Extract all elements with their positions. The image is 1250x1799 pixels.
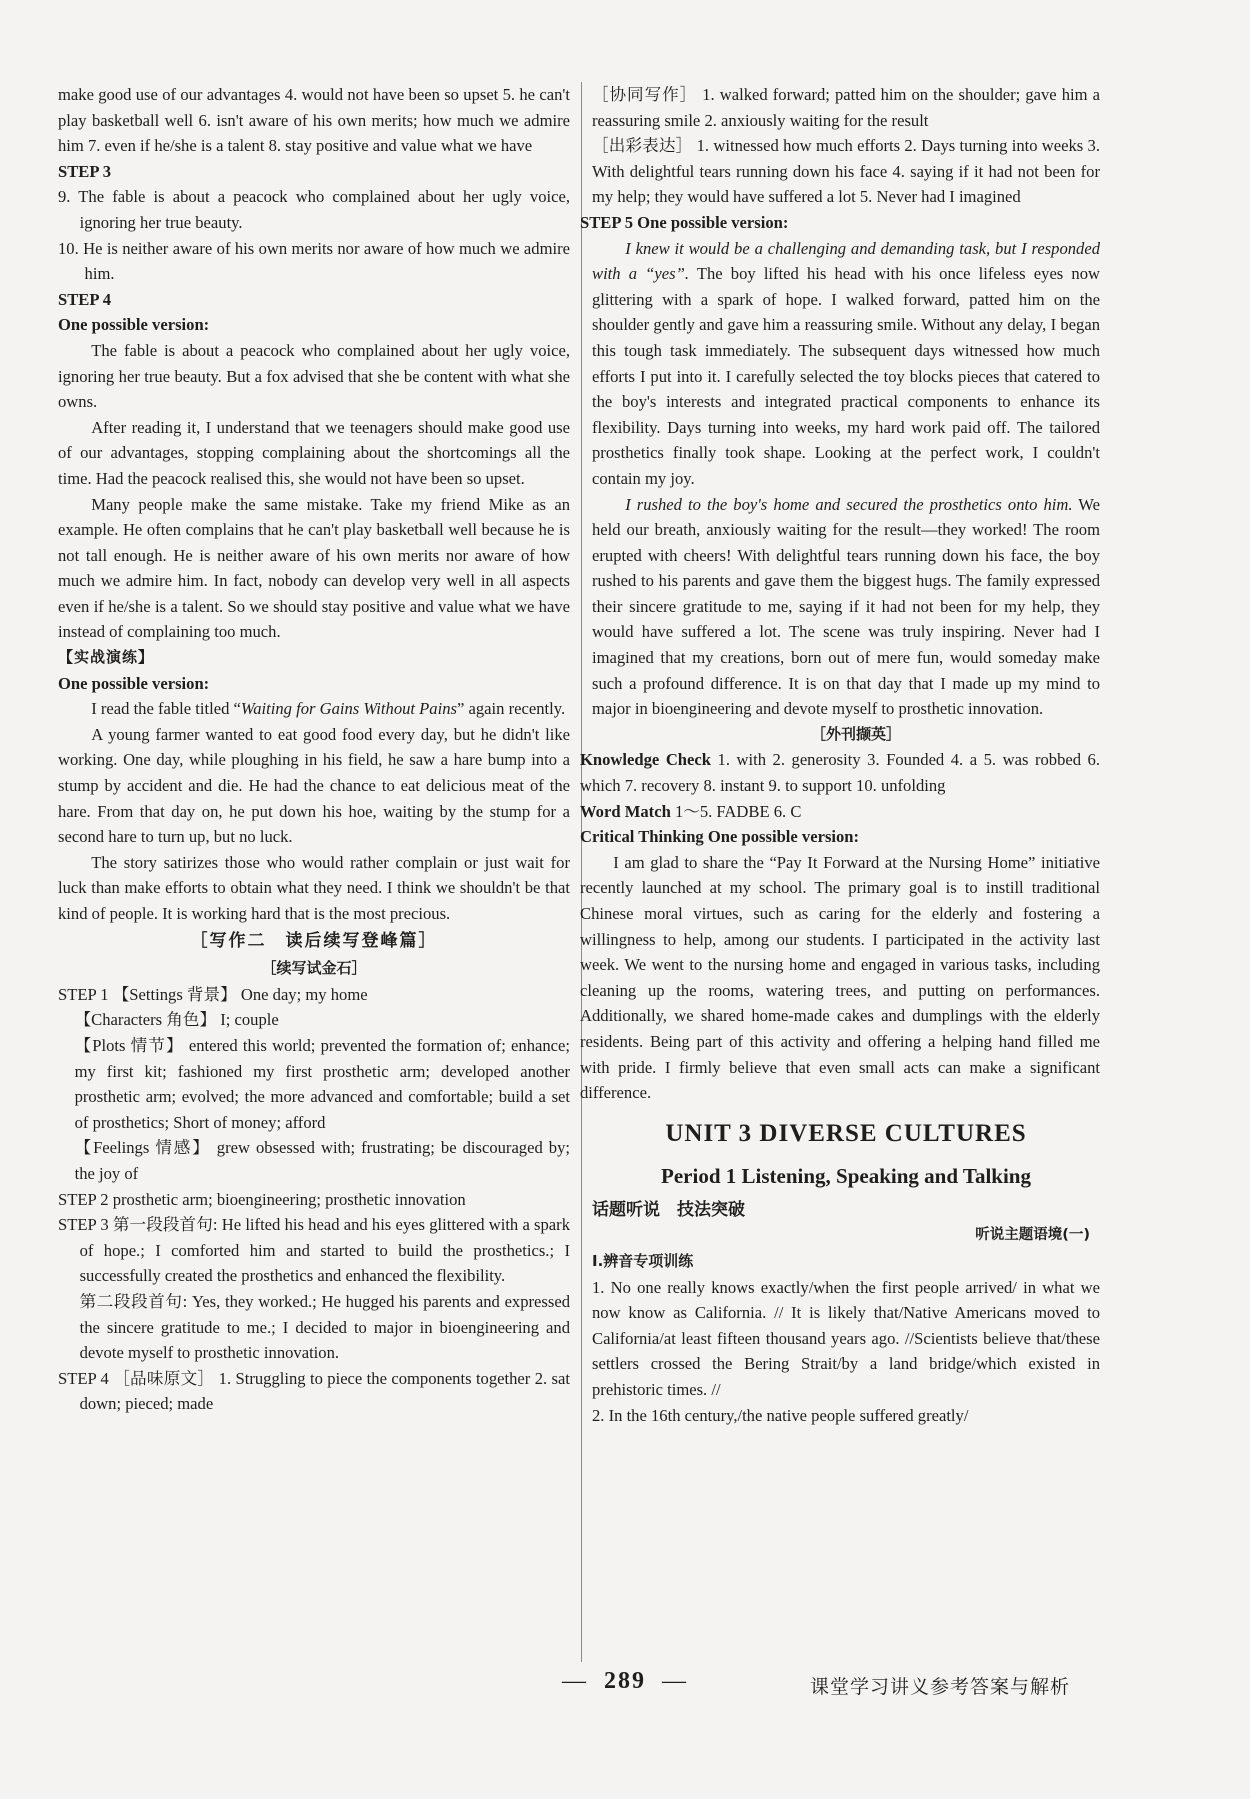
story-paragraph-2: I rushed to the boy's home and secured the prosthetics onto him. We held our breath, anxiously waiting for the result—they worked! The room erupted with cheers! With delightful tears running down his face, the boy rushed to his parents and gave them the biggest hugs. The family expressed their sincere gratitude to me, saying if it had not been for my help, they would have suffered a lot. The scene was truly inspiring. Never had I imagined that my creations, born out of mere fun, would someday make such a profound difference. It is on that day that I made up my mind to major in bioengineering and devote myself to prosthetic innovation.	[592, 494, 1100, 719]
step3-first-sentences-1: STEP 3 第一段段首句: He lifted his head and his eyes glittered with a spark of hope.; I comforted him and started to build the prosthetics.; I successfully created the prosthetics and enhanced the flexibility.	[58, 1215, 570, 1286]
step2-keywords: STEP 2 prosthetic arm; bioengineering; prosthetic innovation	[58, 1189, 466, 1209]
fable-paragraph-2: A young farmer wanted to eat good food every day, but he didn't like working. One day, while ploughing in his field, he saw a hare bump into a stump by accident and die. He had the chance to eat delicious meat of the hare. From that day on, he put down his hoe, waiting by the stump for a second hare to turn up, but no luck.	[58, 724, 570, 847]
practice-heading: 【实战演练】	[58, 648, 155, 667]
step4-heading: STEP 4	[58, 289, 112, 309]
step1-settings: STEP 1 【Settings 背景】 One day; my home	[58, 984, 368, 1004]
story-opening-sentence-2: I rushed to the boy's home and secured the prosthetics onto him.	[625, 494, 1073, 514]
right-column	[580, 82, 1101, 1428]
collaborative-writing: ［协同写作］ 1. walked forward; patted him on the shoulder; gave him a reassuring smile 2. anxiously waiting for the result	[592, 85, 1100, 130]
brilliant-expressions: ［出彩表达］ 1. witnessed how much efforts 2. Days turning into weeks 3. With delightful tears running down his face 4. saying if it had not been for my help; they would have suffered a lot 5. Never had I imagined	[592, 136, 1100, 207]
period-title: Period 1 Listening, Speaking and Talking	[661, 1163, 1031, 1188]
fable-paragraph-1: I read the fable titled “Waiting for Gains Without Pains” again recently.	[91, 699, 566, 719]
step1-characters: 【Characters 角色】 I; couple	[74, 1010, 279, 1030]
essay-paragraph-1: The fable is about a peacock who complained about her ugly voice, ignoring her true beauty. But a fox advised that she be content with what she owns.	[58, 340, 570, 412]
step3-item-10: 10. He is neither aware of his own merits nor aware of how much we admire him.	[58, 238, 570, 284]
listening-item-2: 2. In the 16th century,/the native people suffered greatly/	[592, 1405, 969, 1425]
step1-feelings: 【Feelings 情感】 grew obsessed with; frustrating; be discouraged by; the joy of	[74, 1138, 570, 1183]
writing-two-title: ［写作二 读后续写登峰篇］	[190, 930, 438, 951]
fable-paragraph-3: The story satirizes those who would rather complain or just wait for luck than make efforts to obtain what they need. I think we shouldn't be that kind of people. It is working hard that is the most precious.	[58, 852, 570, 923]
story-paragraph-1: I knew it would be a challenging and demanding task, but I responded with a “yes”. The boy lifted his head with his once lifeless eyes now glittering with a spark of hope. I walked forward, patted him on the shoulder gently and gave him a reassuring smile. Without any delay, I began this tough task immediately. The subsequent days witnessed how much efforts I put into it. I carefully selected the toy blocks pieces that catered to the boy's interests and integrated practical components to enhance its flexibility. Days turning into weeks, my hard work paid off. The tailored prosthetics finally took shape. Looking at the perfect work, I couldn't contain my joy.	[592, 238, 1100, 488]
possible-version-label: One possible version:	[58, 315, 210, 335]
essay-paragraph-2: After reading it, I understand that we teenagers should make good use of our advantages, stopping complaining about the shortcomings all the time. Had the peacock realised this, she would not have been so upset.	[58, 417, 570, 488]
step4-original-text: STEP 4 ［品味原文］ 1. Struggling to piece the components together 2. sat down; pieced; made	[58, 1368, 570, 1414]
step1-plots: 【Plots 情节】 entered this world; prevented the formation of; enhance; my first kit; fashioned my first prosthetic arm; developed another prosthetic arm; evolved; the more advanced and comfortable; build a set of prosthetics; Short of money; afford	[74, 1035, 570, 1132]
continuation-subtitle: ［续写试金石］	[261, 959, 367, 978]
critical-thinking-heading: Critical Thinking One possible version:	[580, 827, 860, 847]
story-opening-sentence-1: I knew it would be a challenging and demanding task, but I responded with a “yes”.	[592, 238, 1100, 284]
listening-item-1: 1. No one really knows exactly/when the first people arrived/ in what we now know as California. // It is likely that/Native Americans moved to California/at least fifteen thousand years ago. //Scientists believe that/these settlers crossed the Bering Strait/by a land bridge/which existed in prehistoric times. //	[592, 1277, 1100, 1399]
footer-title: 课堂学习讲义参考答案与解析	[810, 1676, 1071, 1698]
essay-paragraph-3: Many people make the same mistake. Take my friend Mike as an example. He often complains that he can't play basketball well because he is not tall enough. He is neither aware of his own merits nor aware of how much we admire him. In fact, nobody can develop very well in all aspects even if he/she is a talent. So we should stay positive and value what we have instead of complaining too much.	[58, 494, 570, 642]
step5-heading: STEP 5 One possible version:	[580, 212, 789, 232]
step3-heading: STEP 3	[58, 161, 112, 181]
word-match: Word Match 1～5. FADBE 6. C	[580, 801, 802, 821]
knowledge-check: Knowledge Check 1. with 2. generosity 3. Founded 4. a 5. was robbed 6. which 7. recovery 8. instant 9. to support 10. unfolding	[580, 750, 1101, 796]
step3-item-9: 9. The fable is about a peacock who complained about her ugly voice, ignoring her true beauty.	[58, 187, 570, 232]
page-number: — 289 —	[562, 1668, 688, 1694]
foreign-press-heading: ［外刊撷英］	[810, 724, 901, 743]
unit-title: UNIT 3 DIVERSE CULTURES	[665, 1119, 1027, 1147]
topic-banner-subtitle: 听说主题语境(一)	[975, 1227, 1090, 1244]
step3-first-sentences-2: 第二段段首句: Yes, they worked.; He hugged his parents and expressed the sincere gratitude to me.; I decided to major in bioengineering and devote myself to prosthetic innovation.	[79, 1291, 570, 1363]
critical-thinking-essay: I am glad to share the “Pay It Forward at the Nursing Home” initiative recently launched at my school. The primary goal is to instill traditional Chinese moral virtues, such as caring for the elderly and fostering a willingness to help, among our students. I participated in the activity last week. We went to the nursing home and engaged in various tasks, including cleaning up the rooms, watering trees, and putting on performances. Additionally, we shared home-made cakes and dumplings with the elderly residents. Being part of this activity and offering a helping hand filled me with pride. I firmly believe that even small acts can make a significant difference.	[580, 852, 1100, 1103]
possible-version-label-2: One possible version:	[58, 673, 210, 693]
phonetics-section-heading: Ⅰ.辨音专项训练	[592, 1251, 694, 1270]
topic-banner: 话题听说 技法突破	[592, 1199, 745, 1220]
step2-answers-tail: make good use of our advantages 4. would not have been so upset 5. he can't play basketball well 6. isn't aware of his own merits; how much we admire him 7. even if he/she is a talent 8. stay positive and value what we have	[58, 85, 570, 156]
fable-title: Waiting for Gains Without Pains	[240, 699, 457, 719]
left-column	[58, 82, 570, 1417]
